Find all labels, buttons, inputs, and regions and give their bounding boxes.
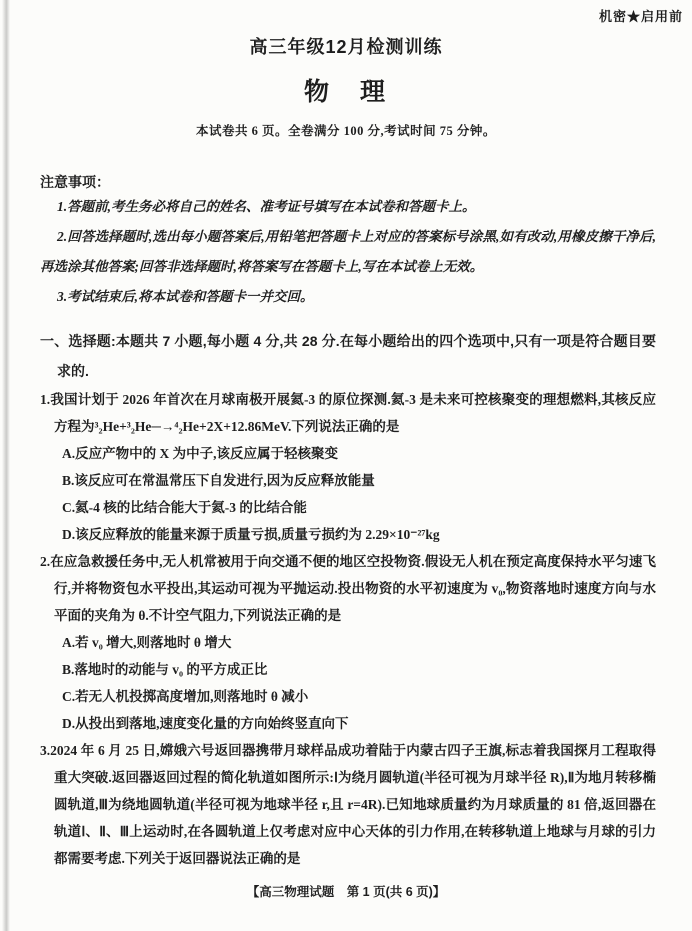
question-stem [40, 548, 656, 629]
question-option: C.氦-4 核的比结合能大于氦-3 的比结合能 [62, 500, 307, 515]
question-option: B.该反应可在常温常压下自发进行,因为反应释放能量 [62, 473, 375, 488]
question-3 [40, 737, 656, 872]
section-heading: 一、选择题:本题共 7 小题,每小题 4 分,共 28 分.在每小题给出的四个选项中,只有一项是符合题目要求的. [40, 333, 656, 379]
notice-item: 1.答题前,考生务必将自己的姓名、准考证号填写在本试卷和答题卡上。 [57, 199, 476, 214]
question-number: 1. [40, 392, 51, 407]
question-stem-text: 2024 年 6 月 25 日,嫦娥六号返回器携带月球样品成功着陆于内蒙古四子王旗,标志着我国探月工程取得重大突破.返回器返回过程的简化轨道如图所示:Ⅰ为绕月圆轨道(半径可视为月球半径 R),Ⅱ为地月转移椭圆轨道,Ⅲ为绕地圆轨道(半径可视为地球半径 r,且 r=4R).已知地球质量约为月球质量的 81 倍,返回器在轨道Ⅰ、Ⅱ、Ⅲ上运动时,在各圆轨道上仅考虑对应中心天体的引力作用,在转移轨道上地球与月球的引力都需要考虑.下列关于返回器说法正确的是 [50, 743, 656, 866]
page-content [0, 172, 692, 872]
question-option: C.若无人机投掷高度增加,则落地时 θ 减小 [62, 689, 309, 704]
question-stem [40, 737, 656, 872]
notice-heading: 注意事项： [40, 174, 110, 190]
question-option: A.若 v₀ 增大,则落地时 θ 增大 [62, 635, 232, 650]
question-number: 3. [40, 743, 51, 758]
exam-title: 高三年级12月检测训练 [249, 37, 443, 57]
question-stem [40, 386, 656, 440]
question-number: 2. [40, 554, 51, 569]
question-option: D.该反应释放的能量来源于质量亏损,质量亏损约为 2.29×10⁻²⁷kg [62, 527, 440, 542]
notice-item: 2.回答选择题时,选出每小题答案后,用铅笔把答题卡上对应的答案标号涂黑,如有改动,用橡皮擦干净后,再选涂其他答案;回答非选择题时,将答案写在答题卡上,写在本试卷上无效。 [40, 229, 656, 274]
question-option: A.反应产物中的 X 为中子,该反应属于轻核聚变 [62, 446, 338, 461]
subject-title: 物 理 [303, 78, 388, 106]
question-1 [40, 386, 656, 548]
page-footer: 【高三物理试题 第 1 页(共 6 页)】 [246, 885, 446, 899]
classification-label: 机密★启用前 [598, 9, 683, 24]
notice-item: 3.考试结束后,将本试卷和答题卡一并交回。 [57, 289, 314, 304]
exam-info-line: 本试卷共 6 页。全卷满分 100 分,考试时间 75 分钟。 [196, 124, 496, 138]
question-2 [40, 548, 656, 737]
question-option: D.从投出到落地,速度变化量的方向始终竖直向下 [62, 716, 349, 731]
question-stem-text: 我国计划于 2026 年首次在月球南极开展氦-3 的原位探测.氦-3 是未来可控核聚变的理想燃料,其核反应方程为³₂He+³₂He─→⁴₂He+2X+12.86MeV.下列说法正确的是 [50, 392, 656, 434]
question-stem-text: 在应急救援任务中,无人机常被用于向交通不便的地区空投物资.假设无人机在预定高度保持水平匀速飞行,并将物资包水平投出,其运动可视为平抛运动.投出物资的水平初速度为 v₀,物资落地时速度方向与水平面的夹角为 θ.不计空气阻力,下列说法正确的是 [50, 554, 656, 623]
question-option: B.落地时的动能与 v₀ 的平方成正比 [62, 662, 268, 677]
